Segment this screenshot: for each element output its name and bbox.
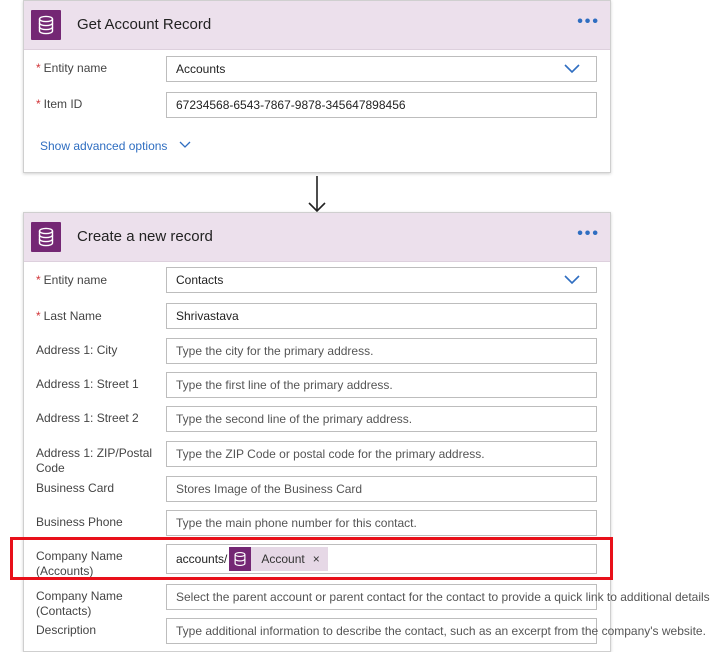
field-label: Description: [36, 623, 97, 637]
description-input[interactable]: [166, 618, 706, 644]
expression-prefix: accounts/: [176, 552, 228, 566]
create-new-record-card: [23, 212, 710, 652]
field-label: [36, 273, 156, 288]
database-icon: [31, 10, 61, 40]
business-card-input[interactable]: [166, 476, 597, 502]
last-name-label: Last Name: [43, 309, 102, 323]
field-label: [36, 97, 156, 112]
address-street2-input[interactable]: [166, 406, 597, 432]
field-placeholder: Type the main phone number for this contact.: [176, 516, 417, 530]
item-id-label: Item ID: [43, 97, 83, 111]
field-placeholder: Type additional information to describe the contact, such as an excerpt from the company's website.: [176, 624, 706, 638]
business-phone-input[interactable]: [166, 510, 597, 536]
item-id-input[interactable]: [166, 92, 597, 118]
field-placeholder: Type the ZIP Code or postal code for the primary address.: [176, 447, 485, 461]
field-placeholder: Stores Image of the Business Card: [176, 482, 363, 496]
database-icon: [31, 222, 61, 252]
show-advanced-options-link[interactable]: [40, 139, 191, 153]
address-city-input[interactable]: [166, 338, 597, 364]
company-name-accounts-input[interactable]: [166, 544, 597, 574]
remove-token-icon[interactable]: ×: [312, 552, 320, 566]
advanced-link-label: Show advanced options: [40, 139, 168, 153]
item-id-value: 67234568-6543-7867-9878-345647898456: [176, 98, 406, 112]
field-placeholder: Type the city for the primary address.: [176, 344, 374, 358]
entity-name-label: Entity name: [43, 61, 108, 75]
last-name-value: Shrivastava: [176, 309, 239, 323]
field-label: Address 1: City: [36, 343, 118, 357]
address-street1-input[interactable]: [166, 372, 597, 398]
token-label: Account: [261, 552, 305, 566]
required-marker: *: [36, 309, 41, 323]
entity-name-dropdown[interactable]: [166, 56, 597, 82]
field-label: Company Name (Accounts): [36, 549, 123, 578]
field-placeholder: Type the second line of the primary address.: [176, 412, 413, 426]
chevron-down-icon: [564, 64, 580, 74]
card-title: Get Account Record: [77, 16, 212, 33]
more-options-menu[interactable]: •••: [577, 225, 600, 242]
card-header[interactable]: [24, 1, 610, 50]
flow-arrow-down-icon: [307, 176, 327, 214]
card-header[interactable]: [24, 213, 610, 262]
entity-name-label: Entity name: [43, 273, 108, 287]
field-label: [36, 309, 156, 324]
field-label: [36, 61, 156, 76]
field-placeholder: Type the first line of the primary address.: [176, 378, 393, 392]
get-account-record-card: [23, 0, 611, 173]
more-options-menu[interactable]: •••: [577, 13, 600, 30]
chevron-down-icon: [179, 141, 191, 149]
required-marker: *: [36, 273, 41, 287]
chevron-down-icon: [564, 275, 580, 285]
field-label: Address 1: Street 2: [36, 411, 139, 425]
database-icon: [229, 547, 251, 571]
address-zip-input[interactable]: [166, 441, 597, 467]
required-marker: *: [36, 61, 41, 75]
card-title: Create a new record: [77, 228, 213, 245]
required-marker: *: [36, 97, 41, 111]
entity-name-value: Contacts: [176, 273, 224, 287]
field-label: Company Name (Contacts): [36, 589, 123, 618]
field-label: Business Card: [36, 481, 115, 495]
entity-name-dropdown[interactable]: [166, 267, 597, 293]
field-placeholder: Select the parent account or parent contact for the contact to provide a quick link to additional details: [176, 590, 710, 604]
entity-name-value: Accounts: [176, 62, 226, 76]
last-name-input[interactable]: [166, 303, 597, 329]
company-name-contacts-input[interactable]: [166, 584, 710, 610]
field-label: Address 1: Street 1: [36, 377, 139, 391]
field-label: Business Phone: [36, 515, 123, 529]
dynamic-content-token[interactable]: [229, 547, 327, 571]
field-label: Address 1: ZIP/Postal Code: [36, 446, 153, 475]
